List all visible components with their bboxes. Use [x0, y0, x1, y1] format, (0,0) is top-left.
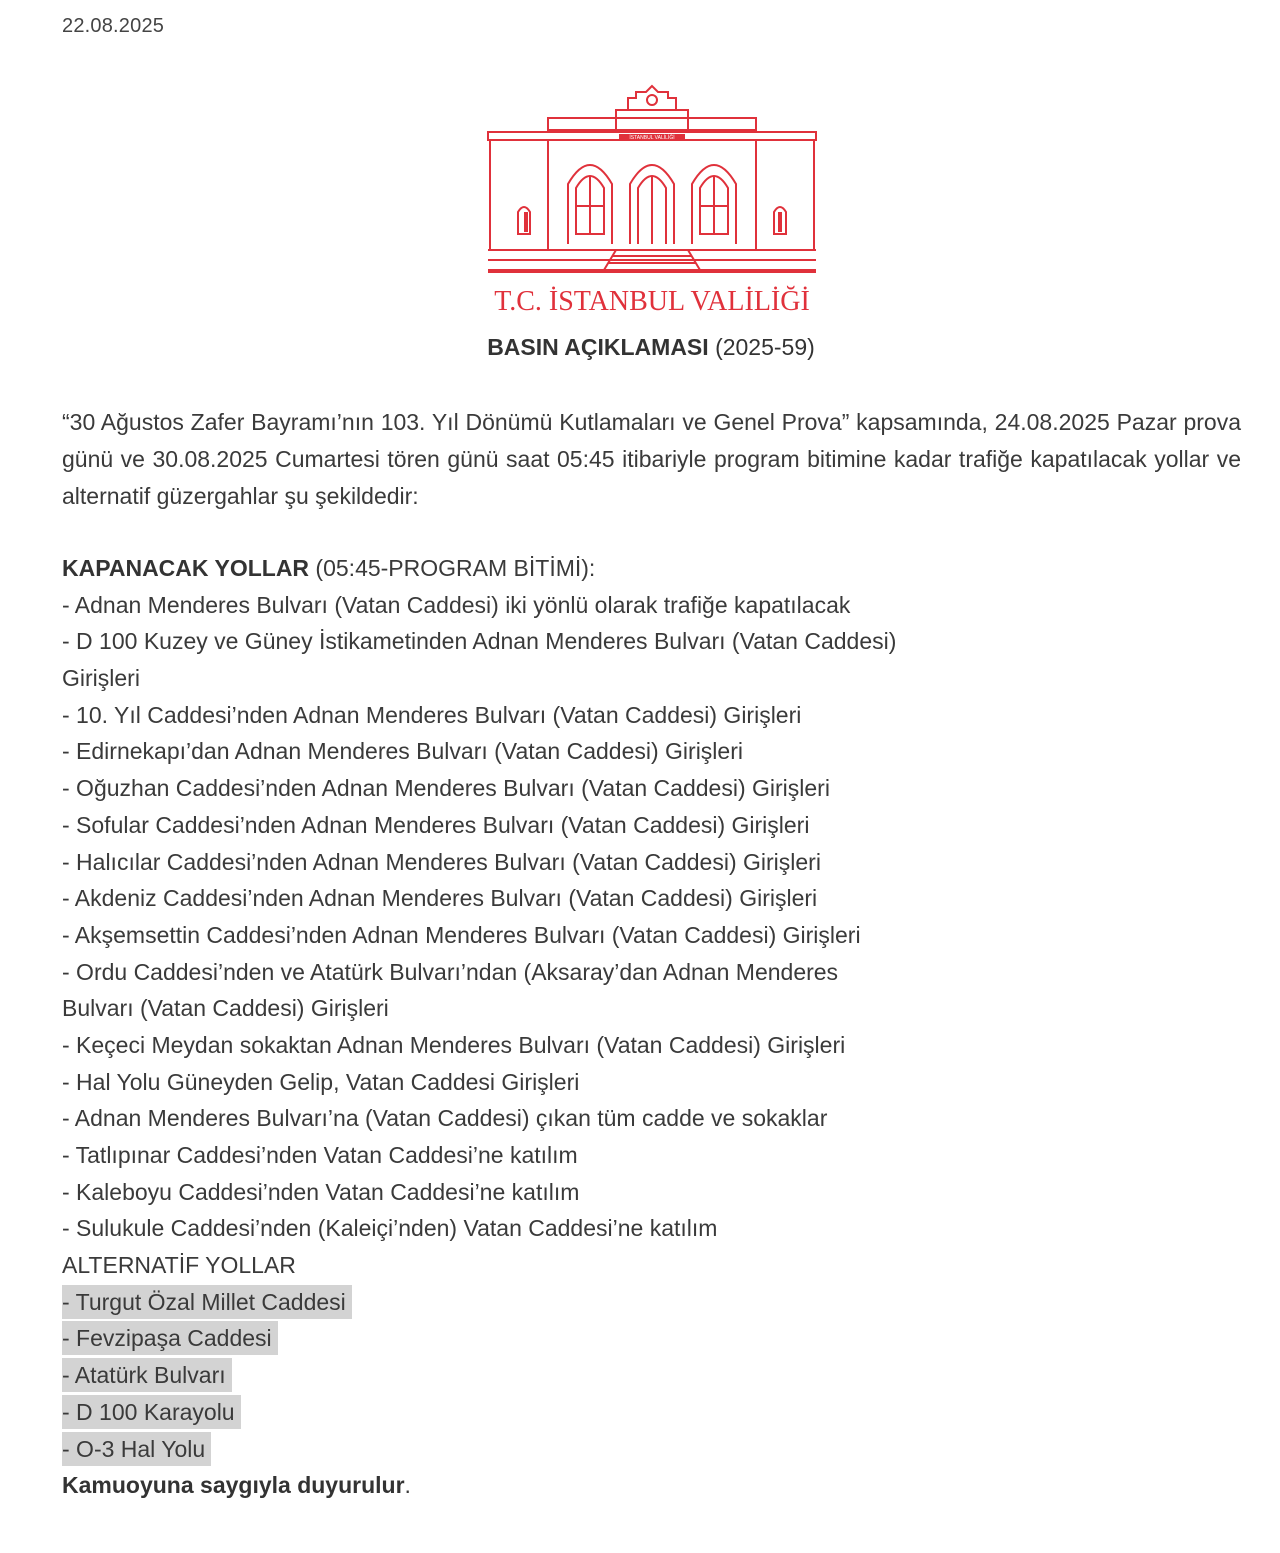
- alternative-road-text: - D 100 Karayolu: [62, 1395, 241, 1429]
- alternative-road-text: - Atatürk Bulvarı: [62, 1358, 232, 1392]
- alternative-road-item: [62, 1394, 1241, 1431]
- alternative-roads-items: [62, 1284, 1241, 1467]
- closed-road-item: - D 100 Kuzey ve Güney İstikametinden Adnan Menderes Bulvarı (Vatan Caddesi): [62, 628, 897, 655]
- intro-paragraph: “30 Ağustos Zafer Bayramı’nın 103. Yıl Dönümü Kutlamaları ve Genel Prova” kapsamında, 24.08.2025 Pazar prova günü ve 30.08.2025 Cumartesi tören günü saat 05:45 itibariyle program bitimine kadar trafiğe kapatılacak yollar ve alternatif güzergahlar şu şekildedir:: [62, 409, 1241, 509]
- closed-road-item: - Halıcılar Caddesi’nden Adnan Menderes Bulvarı (Vatan Caddesi) Girişleri: [62, 848, 821, 875]
- closed-road-item: - Adnan Menderes Bulvarı’na (Vatan Caddesi) çıkan tüm cadde ve sokaklar: [62, 1105, 828, 1132]
- closed-roads-items: [62, 587, 1241, 1247]
- closed-road-item: - Sofular Caddesi’nden Adnan Menderes Bulvarı (Vatan Caddesi) Girişleri: [62, 811, 810, 838]
- svg-text:İSTANBUL VALİLİĞİ: İSTANBUL VALİLİĞİ: [629, 135, 675, 141]
- alternative-road-text: - O-3 Hal Yolu: [62, 1432, 211, 1466]
- alternative-road-text: - Turgut Özal Millet Caddesi: [62, 1285, 352, 1319]
- closed-roads-title: KAPANACAK YOLLAR: [62, 555, 310, 581]
- roads-list: [62, 550, 1241, 1504]
- alternative-road-item: [62, 1431, 1241, 1468]
- closed-road-item: - Ordu Caddesi’nden ve Atatürk Bulvarı’ndan (Aksaray’dan Adnan Menderes: [62, 958, 839, 985]
- closing-line: [62, 1467, 1241, 1504]
- title-number: (2025-59): [715, 334, 815, 360]
- alternative-road-item: [62, 1357, 1241, 1394]
- closed-road-item: Girişleri: [62, 665, 140, 692]
- closed-road-item: - Adnan Menderes Bulvarı (Vatan Caddesi) iki yönlü olarak trafiğe kapatılacak: [62, 591, 851, 618]
- page-title: [0, 334, 1280, 361]
- closed-road-item: - Sulukule Caddesi’nden (Kaleiçi’nden) Vatan Caddesi’ne katılım: [62, 1215, 718, 1242]
- closing-text: Kamuoyuna saygıyla duyurulur: [62, 1472, 405, 1499]
- title-label: BASIN AÇIKLAMASI: [487, 334, 709, 360]
- closing-period: .: [404, 1472, 411, 1499]
- alternative-road-text: - Fevzipaşa Caddesi: [62, 1321, 278, 1355]
- closed-road-item: - Hal Yolu Güneyden Gelip, Vatan Caddesi Girişleri: [62, 1068, 580, 1095]
- closed-road-item: - Tatlıpınar Caddesi’nden Vatan Caddesi’ne katılım: [62, 1142, 578, 1168]
- alternative-road-item: [62, 1284, 1241, 1321]
- closed-road-item: - Oğuzhan Caddesi’nden Adnan Menderes Bulvarı (Vatan Caddesi) Girişleri: [62, 775, 830, 802]
- istanbul-governorship-logo: [486, 84, 818, 320]
- press-date: 22.08.2025: [62, 15, 165, 37]
- closed-road-item: - Kaleboyu Caddesi’nden Vatan Caddesi’ne katılım: [62, 1178, 580, 1205]
- closed-roads-time: (05:45-PROGRAM BİTİMİ):: [309, 555, 596, 581]
- logo-wordmark: T.C. İSTANBUL VALİLİĞİ: [494, 286, 810, 317]
- closed-road-item: - Akdeniz Caddesi’nden Adnan Menderes Bulvarı (Vatan Caddesi) Girişleri: [62, 885, 818, 912]
- governorship-building-icon: [486, 84, 818, 320]
- alternative-roads-heading: ALTERNATİF YOLLAR: [62, 1252, 296, 1279]
- closed-road-item: - Edirnekapı’dan Adnan Menderes Bulvarı (Vatan Caddesi) Girişleri: [62, 738, 743, 765]
- closed-road-item: - 10. Yıl Caddesi’nden Adnan Menderes Bulvarı (Vatan Caddesi) Girişleri: [62, 701, 802, 728]
- closed-road-item: Bulvarı (Vatan Caddesi) Girişleri: [62, 995, 389, 1022]
- closed-roads-heading: [62, 550, 1241, 587]
- closed-road-item: - Akşemsettin Caddesi’nden Adnan Menderes Bulvarı (Vatan Caddesi) Girişleri: [62, 921, 861, 948]
- closed-road-item: - Keçeci Meydan sokaktan Adnan Menderes Bulvarı (Vatan Caddesi) Girişleri: [62, 1031, 846, 1058]
- alternative-road-item: [62, 1320, 1241, 1357]
